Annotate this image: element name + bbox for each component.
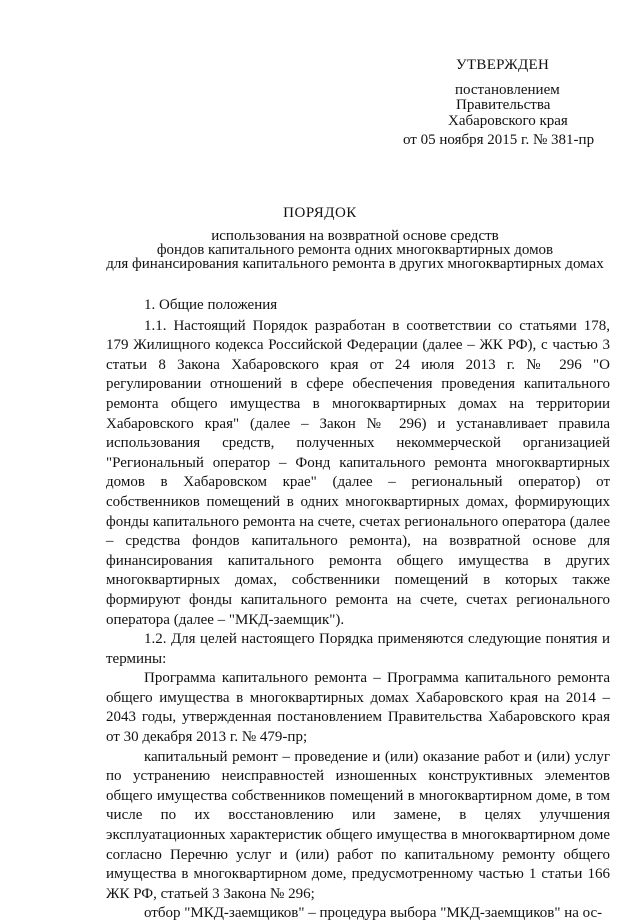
approval-title: УТВЕРЖДЕН bbox=[456, 57, 550, 73]
approval-line-1: постановлением bbox=[455, 81, 560, 98]
subtitle-line-2: фондов капитального ремонта одних многоквартирных домов bbox=[156, 242, 554, 258]
approval-line-2: Правительства bbox=[456, 97, 551, 113]
term-selection: отбор "МКД-заемщиков" – процедура выбора "МКД-заемщиков" на ос- bbox=[144, 905, 603, 922]
approval-block bbox=[390, 58, 630, 149]
subtitle-line-3: для финансирования капитального ремонта в других многоквартирных домах bbox=[106, 256, 604, 272]
subtitle-line-1: использования на возвратной основе средств bbox=[211, 228, 499, 244]
paragraph-1-1: 1.1. Настоящий Порядок разработан в соответствии со статьями 178, 179 Жилищного кодекса Российской Федерации (далее – ЖК РФ), с частью 3 статьи 8 Закона Хабаровского края от 24 июля 2013 г. № 296 "О регулировании отношений в сфере обеспечения проведения капитального ремонта общего имущества в многоквартирных домах на территории Хабаровского края" (далее – Закон № 296) и устанавливает правила использования средств, полученных некоммерческой организацией "Региональный оператор – Фонд капитального ремонта многоквартирных домов в Хабаровском крае" (далее – региональный оператор) от собственников помещений в одних многоквартирных домах, формирующих фонды капитального ремонта на счете, счетах регионального оператора (далее – средства фондов капитального ремонта), на возвратной основе для финансирования капитального ремонта общего имущества в других многоквартирных домах, собственники помещений в которых также формируют фонды капитального ремонта на счете, счетах регионального оператора (далее – "МКД-заемщик"). bbox=[106, 317, 610, 628]
term-capital-repair: капитальный ремонт – проведение и (или) оказание работ и (или) услуг по устранению неисправностей изношенных конструктивных элементов общего имущества собственников помещений в многоквартирном доме, в том числе по их восстановлению или замене, в целях улучшения эксплуатационных характеристик общего имущества в многоквартирном доме согласно Перечню услуг и (или) работ по капитальному ремонту общего имущества в многоквартирном доме, предусмотренному частью 1 статьи 166 ЖК РФ, статьей 3 Закона № 296; bbox=[106, 748, 610, 902]
document-body bbox=[106, 296, 610, 924]
approval-date: от 05 ноября 2015 г. № 381-пр bbox=[403, 132, 595, 148]
paragraph-1-2: 1.2. Для целей настоящего Порядка применяются следующие понятия и термины: bbox=[106, 631, 610, 667]
section-heading: 1. Общие положения bbox=[144, 297, 278, 313]
approval-line-3: Хабаровского края bbox=[448, 112, 568, 129]
term-program: Программа капитального ремонта – Программа капитального ремонта общего имущества в многоквартирных домах Хабаровского края на 2014 – 2043 годы, утвержденная постановлением Правительства Хабаровского края от 30 декабря 2013 г. № 479-пр; bbox=[106, 670, 610, 746]
document-subtitle bbox=[100, 229, 610, 271]
document-title: ПОРЯДОК bbox=[283, 205, 357, 221]
